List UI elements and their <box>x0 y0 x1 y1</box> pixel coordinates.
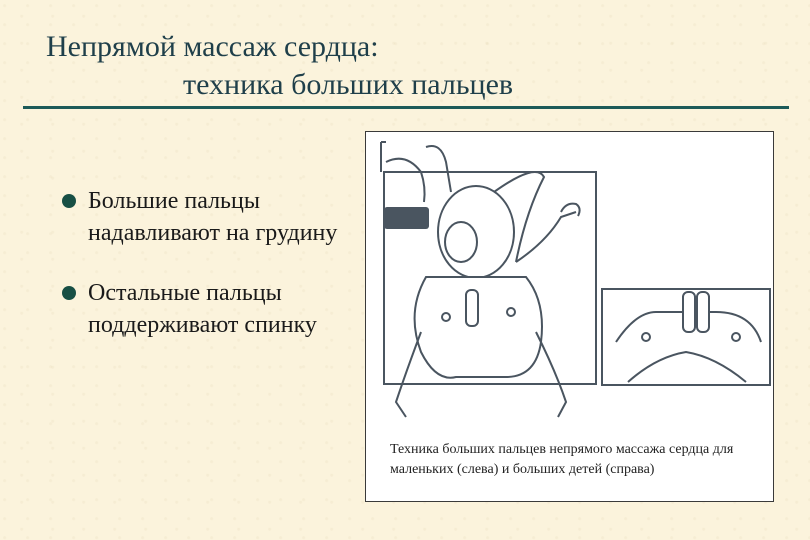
illustration-figure <box>365 131 774 502</box>
title-line-1: Непрямой массаж сердца: <box>46 30 379 63</box>
bullet-dot-icon <box>62 286 76 300</box>
figure-caption: Техника больших пальцев непрямого массажа сердца для маленьких (слева) и больших детей (справа) <box>390 442 734 477</box>
bullet-item <box>58 185 338 249</box>
bullet-text: Остальные пальцы поддерживают спинку <box>88 280 317 338</box>
thumb-icon <box>683 292 695 332</box>
bullet-list <box>58 185 338 369</box>
title-line-2: техника больших пальцев <box>183 68 514 101</box>
slide-title <box>0 0 810 110</box>
title-divider <box>23 106 789 109</box>
thumb-icon <box>466 290 478 326</box>
bullet-dot-icon <box>62 194 76 208</box>
thumb-icon <box>697 292 709 332</box>
bullet-text: Большие пальцы надавливают на грудину <box>88 188 338 246</box>
tube-icon <box>381 142 386 172</box>
mask-bag-icon <box>384 207 429 229</box>
infant-torso <box>415 277 542 378</box>
bullet-item <box>58 277 338 341</box>
